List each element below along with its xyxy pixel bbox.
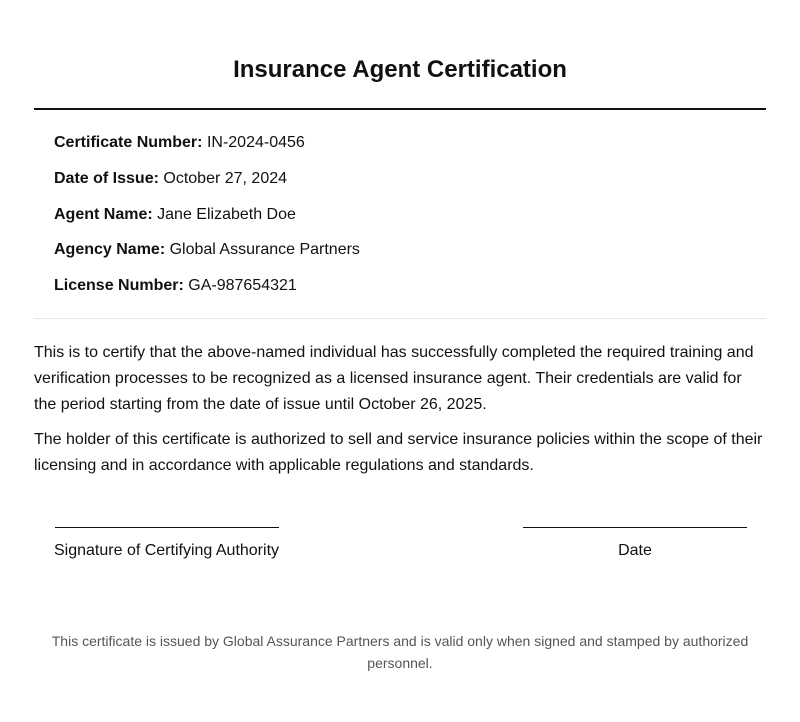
details-divider xyxy=(34,318,766,319)
authorization-statement: The holder of this certificate is authorized to sell and service insurance policies within the scope of their licensing and in accordance with applicable regulations and standards. xyxy=(34,431,763,474)
date-signature-block xyxy=(522,527,748,561)
certificate-number-label: Certificate Number: xyxy=(54,134,203,151)
certificate-number-field xyxy=(54,131,360,167)
license-number-value: GA-987654321 xyxy=(188,277,297,295)
agency-name-label: Agency Name: xyxy=(54,241,166,259)
agent-name-value: Jane Elizabeth Doe xyxy=(157,205,296,223)
certification-statement: This is to certify that the above-named individual has successfully completed the required training and verification processes to be recognized as a licensed insurance agent. Their credentials are valid for the period starting from the date of issue until October 26, 2025. xyxy=(34,344,754,413)
signature-caption: Signature of Certifying Authority xyxy=(54,542,280,559)
title-divider xyxy=(34,108,766,110)
certificate-details xyxy=(54,131,360,310)
footer-note: This certificate is issued by Global Assurance Partners and is valid only when signed and stamped by authorized personnel. xyxy=(51,633,749,671)
certificate-number-value: IN-2024-0456 xyxy=(206,134,305,151)
license-number-label: License Number: xyxy=(54,277,184,295)
date-of-issue-label: Date of Issue: xyxy=(54,169,159,187)
date-line xyxy=(523,527,747,528)
agent-name-label: Agent Name: xyxy=(54,205,153,223)
date-caption: Date xyxy=(618,542,652,559)
agency-name-value: Global Assurance Partners xyxy=(169,241,360,259)
date-of-issue-value: October 27, 2024 xyxy=(163,169,288,187)
authority-signature-block xyxy=(54,527,280,561)
license-number-field xyxy=(54,274,360,310)
signature-line xyxy=(55,527,279,528)
agency-name-field xyxy=(54,238,360,274)
certificate-title: Insurance Agent Certification xyxy=(233,56,567,83)
agent-name-field xyxy=(54,203,360,239)
date-of-issue-field xyxy=(54,167,360,203)
